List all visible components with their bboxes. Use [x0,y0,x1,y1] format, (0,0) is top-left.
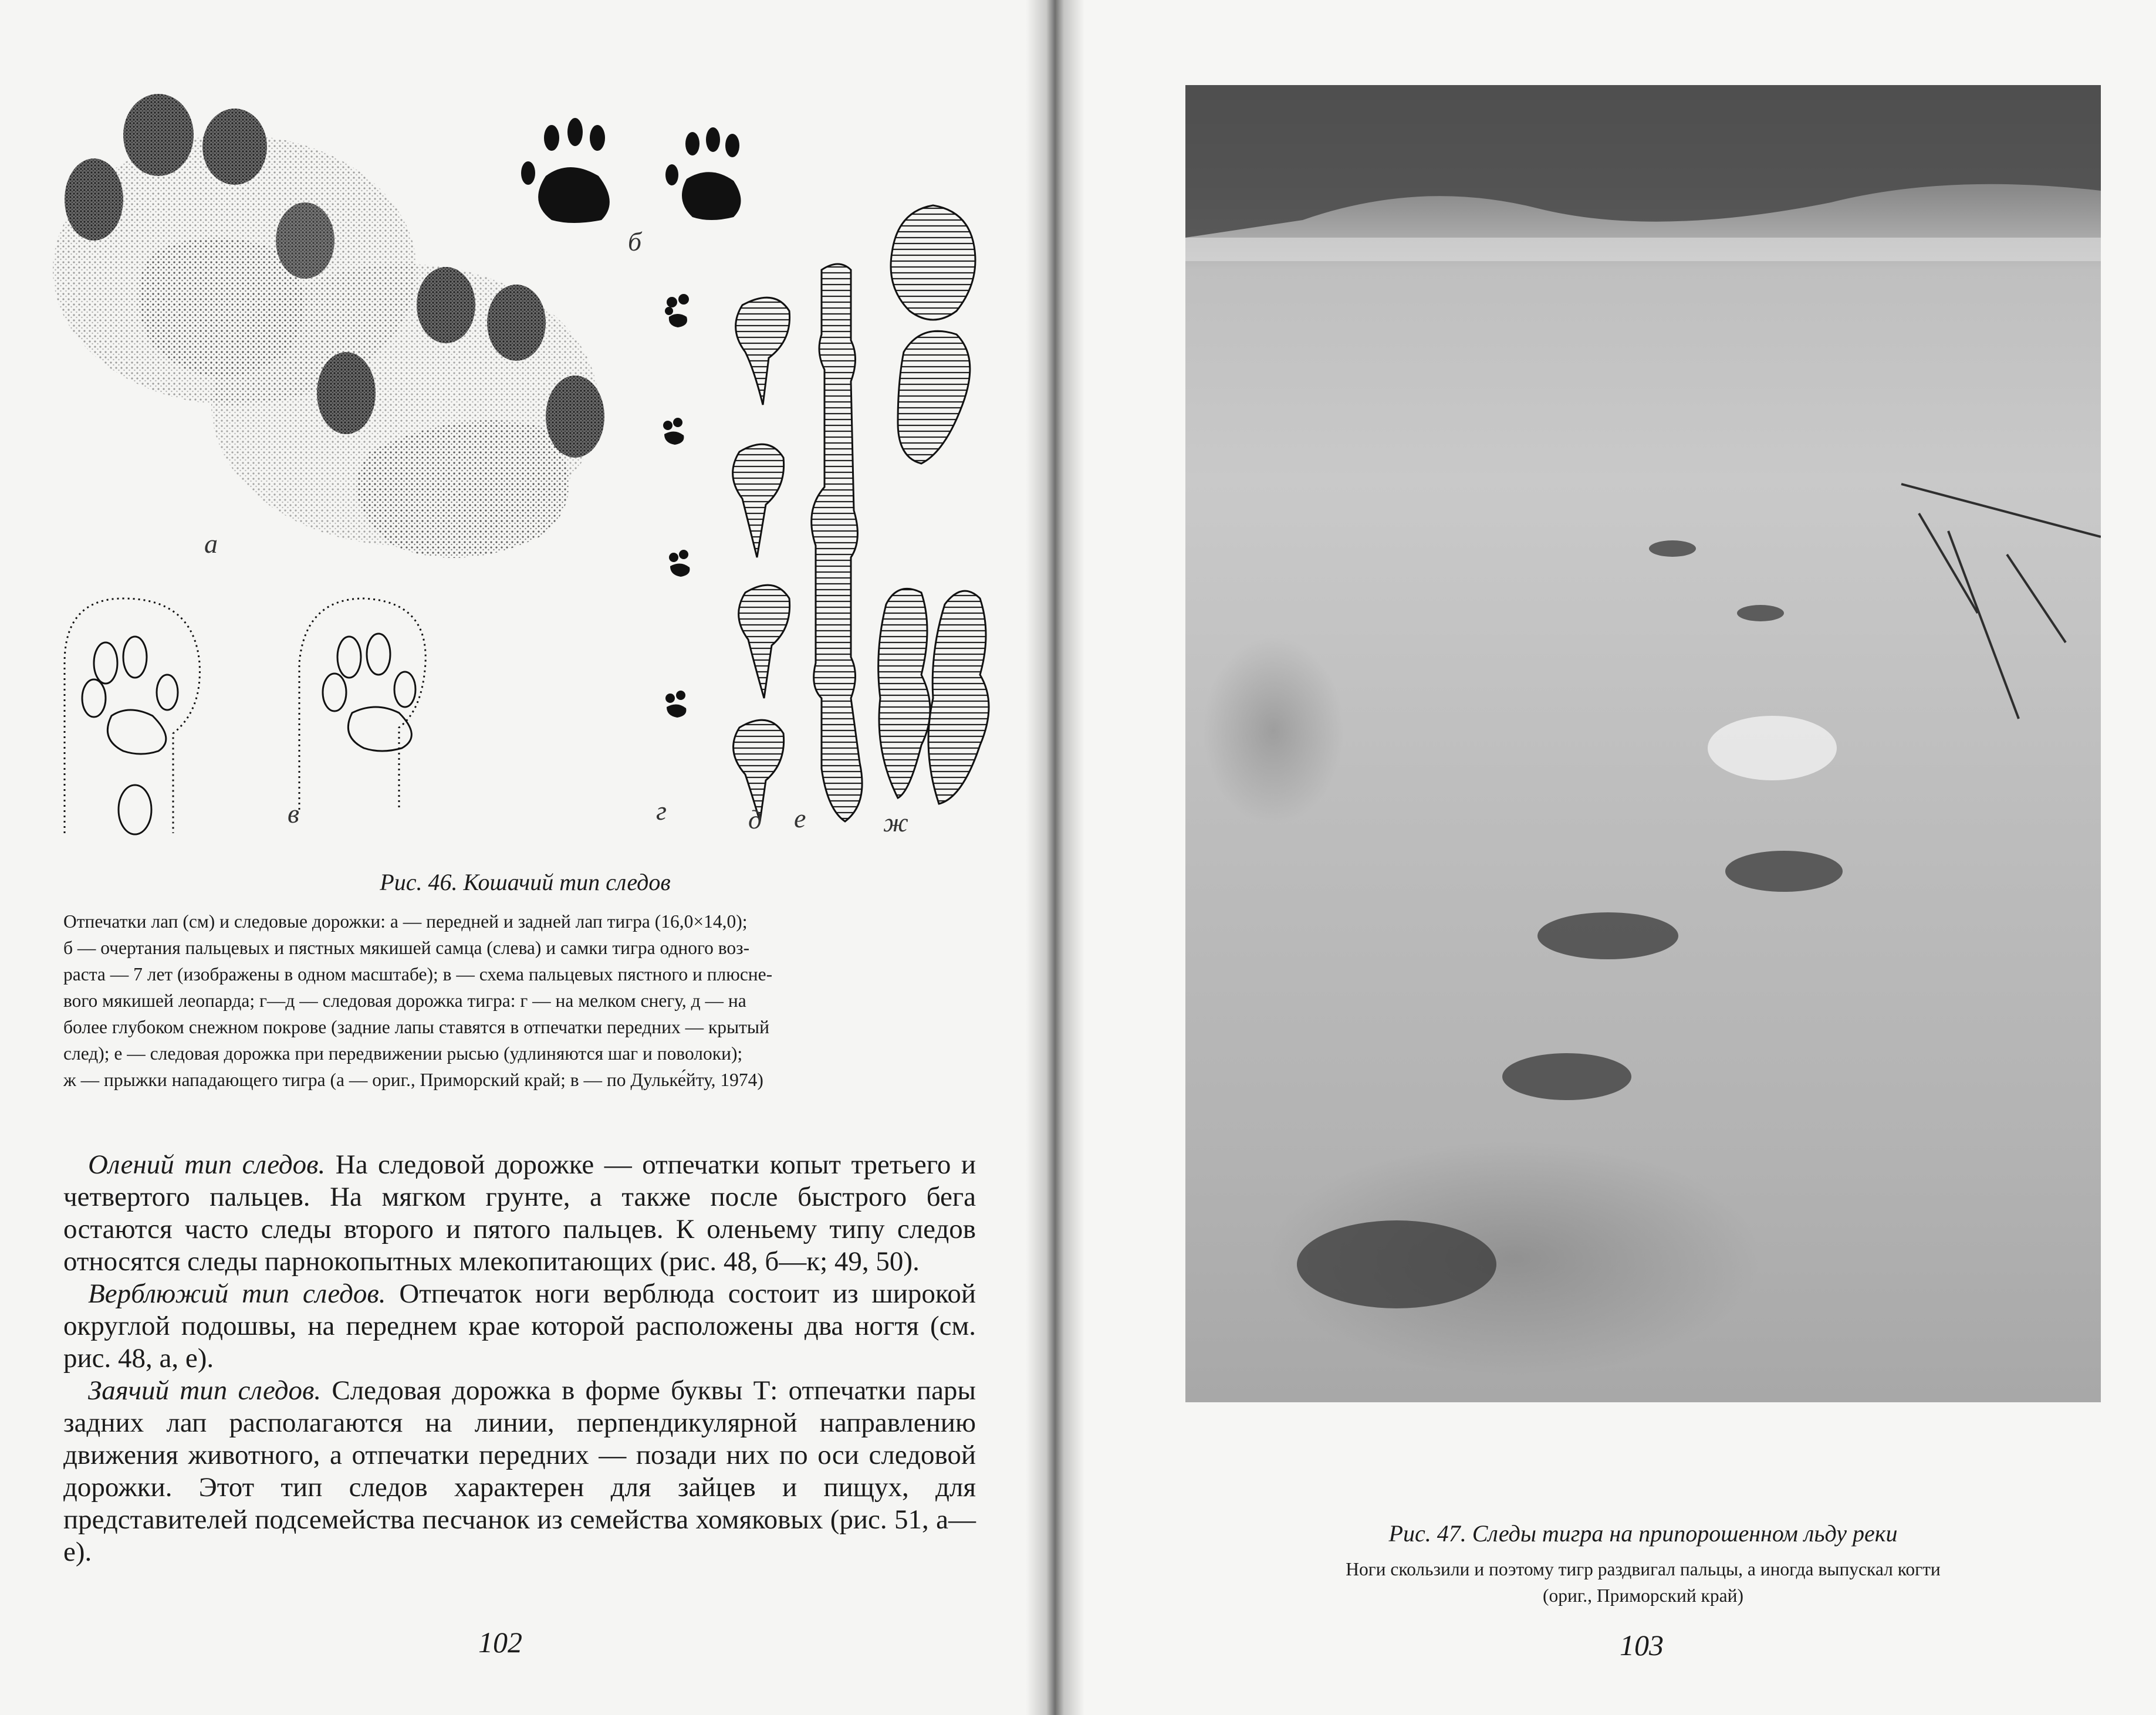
photo-scene [1185,85,2101,1402]
caption-line: б — очертания пальцевых и пястных мякишей самца (слева) и самки тигра одного воз- [63,938,750,958]
caption-line: Ноги скользили и поэтому тигр раздвигал пальцы, а иногда выпускал когти [1346,1559,1941,1579]
figure-46-title: Рис. 46. Кошачий тип следов [380,869,671,895]
paragraph-camel-type [63,1278,976,1375]
figure-label-d: д [748,804,762,834]
tiger-trail-shallow-snow [663,294,690,718]
forest-silhouette [1185,85,2101,238]
body-text [63,1149,976,1568]
paragraph-hare-type [63,1375,976,1568]
right-page [1050,0,2156,1715]
figure-label-v: в [288,799,299,828]
left-page [0,0,1050,1715]
tiger-trail-deep-snow [733,297,790,821]
pad-outline-male-female [521,118,741,223]
river-horizon [1185,238,2101,261]
paragraph-text: На следовой дорожке — отпечатки копыт третьего и четвертого пальцев. На мягком грунте, а также после быстрого бега остаются часто следы второго и пятого пальцев. К оленьему типу следов относятся следы парнокопытных млекопитающих (рис. 48, б—к; 49, 50). [63,1149,976,1277]
caption-line: ж — прыжки нападающего тигра (а — ориг., Приморский край; в — по Дульке́йту, 1974) [63,1070,763,1090]
caption-line: раста — 7 лет (изображены в одном масштабе); в — схема пальцевых пястного и плюсне- [63,964,773,985]
figure-47-title: Рис. 47. Следы тигра на припорошенном льду реки [1388,1520,1898,1547]
caption-line: (ориг., Приморский край) [1543,1585,1743,1606]
figure-46-caption [63,908,976,1093]
tiger-paw-prints-stippled [53,94,604,558]
caption-line: Отпечатки лап (см) и следовые дорожки: а — передней и задней лап тигра (16,0×14,0); [63,911,748,932]
tiger-trail-trot [812,264,862,821]
page-number-right: 103 [1620,1629,1664,1662]
leopard-pad-scheme [65,598,425,834]
cat-tracks-illustration [41,76,1003,851]
figure-label-a: а [204,529,218,559]
paragraph-text: Отпечаток ноги верблюда состоит из широкой округлой подошвы, на переднем крае которой расположены два ногтя (см. рис. 48, а, е). [63,1278,976,1374]
page-number-left: 102 [478,1626,522,1659]
figure-46 [41,76,1003,851]
figure-label-g: г [656,796,667,826]
caption-line: вого мякишей леопарда; г—д — следовая дорожка тигра: г — на мелком снегу, д — на [63,990,746,1011]
caption-line: более глубоком снежном покрове (задние лапы ставятся в отпечатки передних — крытый [63,1017,769,1037]
caption-line: след); е — следовая дорожка при передвижении рысью (удлиняются шаг и поволоки); [63,1043,743,1064]
book-spine-shadow [1026,0,1084,1715]
figure-label-e: е [794,803,806,833]
tiger-pounce-trail [878,205,989,804]
paragraph-lead: Заячий тип следов. [88,1375,322,1406]
paragraph-lead: Олений тип следов. [88,1149,326,1180]
figure-47-caption [1185,1556,2101,1609]
paragraph-lead: Верблюжий тип следов. [88,1278,386,1309]
bare-branch [1901,484,2101,719]
shadow-patch [1203,637,1344,824]
figure-label-zh: ж [883,807,908,837]
snow-mound [1708,716,1837,780]
tiger-tracks-photo [1185,85,2101,1402]
paragraph-deer-type [63,1149,976,1278]
paragraph-text: Следовая дорожка в форме буквы Т: отпечатки пары задних лап располагаются на линии, перпендикулярной направлению движения животного, а отпечатки передних — позади них по оси следовой дорожки. Этот тип следов характерен для зайцев и пищух, для представителей подсемейства песчанок из семейства хомяковых (рис. 51, а—е). [63,1375,976,1567]
figure-label-b: б [628,226,642,256]
